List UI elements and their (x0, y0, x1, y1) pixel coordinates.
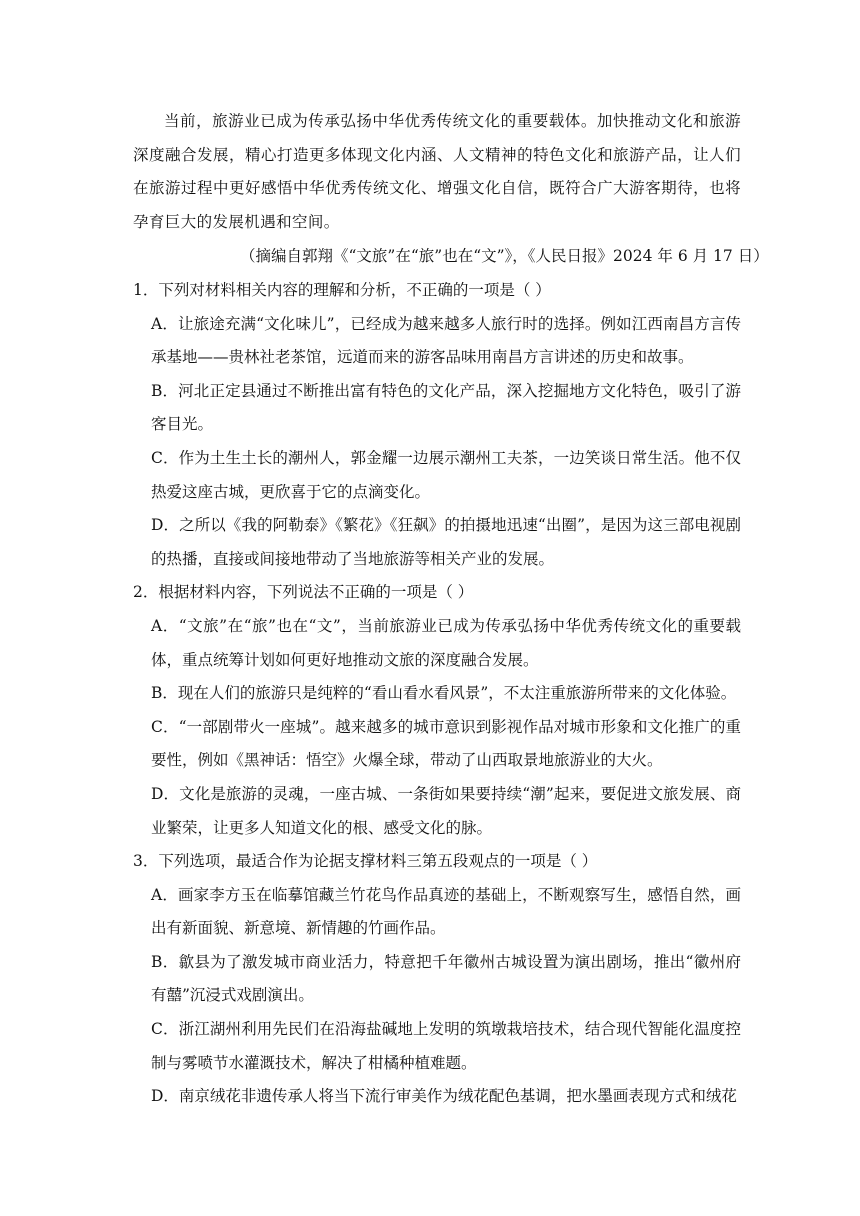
question-list (133, 274, 741, 1114)
question-stem: 1．下列对材料相关内容的理解和分析，不正确的一项是（ ） (133, 281, 551, 299)
option-b: B．歙县为了激发城市商业活力，特意把千年徽州古城设置为演出剧场，推出“徽州府有囍”沉浸式戏剧演出。 (151, 952, 741, 1005)
question-2 (133, 576, 741, 845)
option-c: C．“一部剧带火一座城”。越来越多的城市意识到影视作品对城市形象和文化推广的重要性，例如《黑神话：悟空》火爆全球，带动了山西取景地旅游业的大火。 (151, 717, 741, 770)
option-d: D．之所以《我的阿勒泰》《繁花》《狂飙》的拍摄地迅速“出圈”，是因为这三部电视剧的热播，直接或间接地带动了当地旅游等相关产业的发展。 (151, 516, 741, 568)
option-b: B．河北正定县通过不断推出富有特色的文化产品，深入挖掘地方文化特色，吸引了游客目光。 (151, 381, 741, 434)
passage-source: （摘编自郭翔《“文旅”在“旅”也在“文”》，《人民日报》2024 年 6 月 17 日） (240, 247, 769, 265)
question-stem: 3．下列选项，最适合作为论据支撑材料三第五段观点的一项是（ ） (133, 852, 598, 871)
question-stem: 2．根据材料内容，下列说法不正确的一项是（ ） (133, 583, 474, 602)
option-a: A．让旅途充满“文化味儿”，已经成为越来越多人旅行时的选择。例如江西南昌方言传承基地——贵林社老茶馆，远道而来的游客品味用南昌方言讲述的历史和故事。 (151, 314, 741, 367)
option-c: C．浙江湖州利用先民们在沿海盐碱地上发明的筑墩栽培技术，结合现代智能化温度控制与雾喷节水灌溉技术，解决了柑橘种植难题。 (151, 1020, 741, 1072)
option-d: D．南京绒花非遗传承人将当下流行审美作为绒花配色基调，把水墨画表现方式和绒花 (151, 1087, 737, 1106)
passage-paragraph: 当前，旅游业已成为传承弘扬中华优秀传统文化的重要载体。加快推动文化和旅游深度融合发展，精心打造更多体现文化内涵、人文精神的特色文化和旅游产品，让人们在旅游过程中更好感悟中华优秀传统文化、增强文化自信，既符合广大游客期待，也将孕育巨大的发展机遇和空间。 (133, 112, 741, 231)
option-c: C．作为土生土长的潮州人，郭金耀一边展示潮州工夫茶，一边笑谈日常生活。他不仅热爱这座古城，更欣喜于它的点滴变化。 (151, 448, 741, 501)
question-1 (133, 274, 741, 576)
option-b: B．现在人们的旅游只是纯粹的“看山看水看风景”，不太注重旅游所带来的文化体验。 (151, 684, 737, 703)
question-3 (133, 845, 741, 1114)
option-a: A．“文旅”在“旅”也在“文”，当前旅游业已成为传承弘扬中华优秀传统文化的重要载体，重点统筹计划如何更好地推动文旅的深度融合发展。 (151, 616, 741, 669)
option-d: D．文化是旅游的灵魂，一座古城、一条街如果要持续“潮”起来，要促进文旅发展、商业繁荣，让更多人知道文化的根、感受文化的脉。 (151, 784, 741, 837)
option-a: A．画家李方玉在临摹馆藏兰竹花鸟作品真迹的基础上，不断观察写生，感悟自然，画出有新面貌、新意境、新情趣的竹画作品。 (151, 885, 741, 938)
